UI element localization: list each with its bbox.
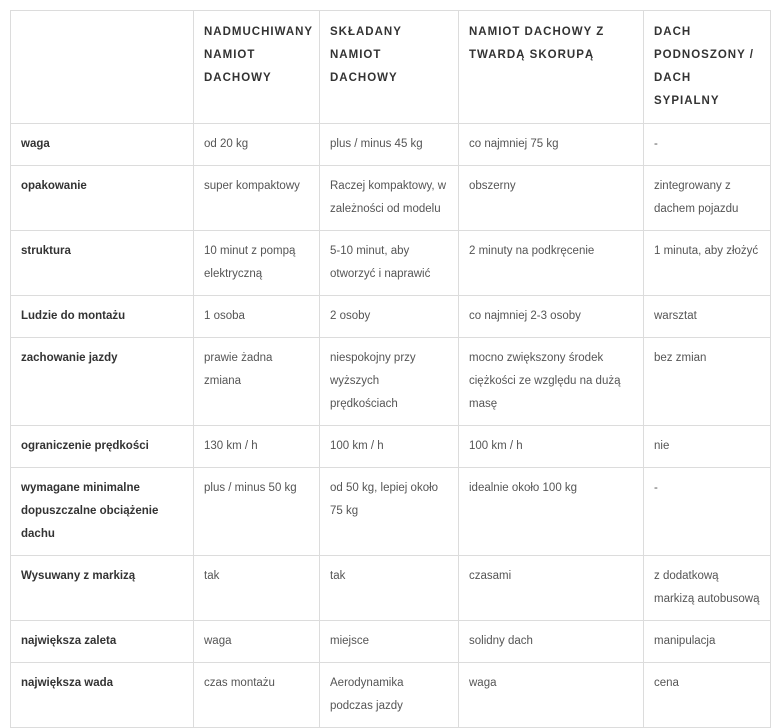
row-label: Wysuwany z markizą: [11, 556, 194, 621]
table-cell: niespokojny przy wyższych prędkościach: [320, 338, 459, 426]
table-cell: miejsce: [320, 621, 459, 663]
table-row: [11, 124, 771, 166]
table-body: [11, 124, 771, 728]
table-cell: 100 km / h: [459, 426, 644, 468]
table-cell: waga: [194, 621, 320, 663]
table-cell: czasami: [459, 556, 644, 621]
table-cell: co najmniej 75 kg: [459, 124, 644, 166]
table-cell: tak: [320, 556, 459, 621]
comparison-table: [10, 10, 771, 728]
table-row: [11, 663, 771, 728]
table-cell: 100 km / h: [320, 426, 459, 468]
table-cell: 2 osoby: [320, 296, 459, 338]
table-row: [11, 621, 771, 663]
row-label: wymagane minimalne dopuszczalne obciążenie dachu: [11, 468, 194, 556]
row-label: największa wada: [11, 663, 194, 728]
table-cell: idealnie około 100 kg: [459, 468, 644, 556]
row-label: struktura: [11, 231, 194, 296]
table-cell: prawie żadna zmiana: [194, 338, 320, 426]
table-cell: -: [644, 124, 771, 166]
table-cell: co najmniej 2-3 osoby: [459, 296, 644, 338]
header-cell-hardshell-tent: NAMIOT DACHOWY Z TWARDĄ SKORUPĄ: [459, 11, 644, 124]
table-cell: czas montażu: [194, 663, 320, 728]
table-cell: 1 minuta, aby złożyć: [644, 231, 771, 296]
table-cell: 2 minuty na podkręcenie: [459, 231, 644, 296]
table-cell: solidny dach: [459, 621, 644, 663]
table-cell: tak: [194, 556, 320, 621]
header-cell-popup-roof: DACH PODNOSZONY / DACH SYPIALNY: [644, 11, 771, 124]
table-row: [11, 468, 771, 556]
table-cell: z dodatkową markizą autobusową: [644, 556, 771, 621]
table-row: [11, 231, 771, 296]
table-cell: manipulacja: [644, 621, 771, 663]
table-cell: od 50 kg, lepiej około 75 kg: [320, 468, 459, 556]
row-label: Ludzie do montażu: [11, 296, 194, 338]
row-label: największa zaleta: [11, 621, 194, 663]
table-cell: Raczej kompaktowy, w zależności od modelu: [320, 166, 459, 231]
row-label: opakowanie: [11, 166, 194, 231]
row-label: zachowanie jazdy: [11, 338, 194, 426]
table-cell: 10 minut z pompą elektryczną: [194, 231, 320, 296]
table-cell: waga: [459, 663, 644, 728]
header-cell-empty: [11, 11, 194, 124]
table-cell: plus / minus 45 kg: [320, 124, 459, 166]
table-cell: nie: [644, 426, 771, 468]
row-label: ograniczenie prędkości: [11, 426, 194, 468]
table-cell: cena: [644, 663, 771, 728]
row-label: waga: [11, 124, 194, 166]
header-row: [11, 11, 771, 124]
table-cell: Aerodynamika podczas jazdy: [320, 663, 459, 728]
table-cell: 130 km / h: [194, 426, 320, 468]
table-cell: bez zmian: [644, 338, 771, 426]
table-cell: obszerny: [459, 166, 644, 231]
header-cell-folding-tent: SKŁADANY NAMIOT DACHOWY: [320, 11, 459, 124]
table-row: [11, 426, 771, 468]
table-cell: zintegrowany z dachem pojazdu: [644, 166, 771, 231]
comparison-table-container: [10, 10, 770, 728]
table-header: [11, 11, 771, 124]
table-row: [11, 296, 771, 338]
table-cell: 1 osoba: [194, 296, 320, 338]
table-cell: 5-10 minut, aby otworzyć i naprawić: [320, 231, 459, 296]
table-cell: super kompaktowy: [194, 166, 320, 231]
table-cell: warsztat: [644, 296, 771, 338]
header-cell-inflatable-tent: NADMUCHIWANY NAMIOT DACHOWY: [194, 11, 320, 124]
table-cell: mocno zwiększony środek ciężkości ze względu na dużą masę: [459, 338, 644, 426]
table-cell: od 20 kg: [194, 124, 320, 166]
table-row: [11, 166, 771, 231]
table-row: [11, 556, 771, 621]
table-cell: -: [644, 468, 771, 556]
table-cell: plus / minus 50 kg: [194, 468, 320, 556]
table-row: [11, 338, 771, 426]
